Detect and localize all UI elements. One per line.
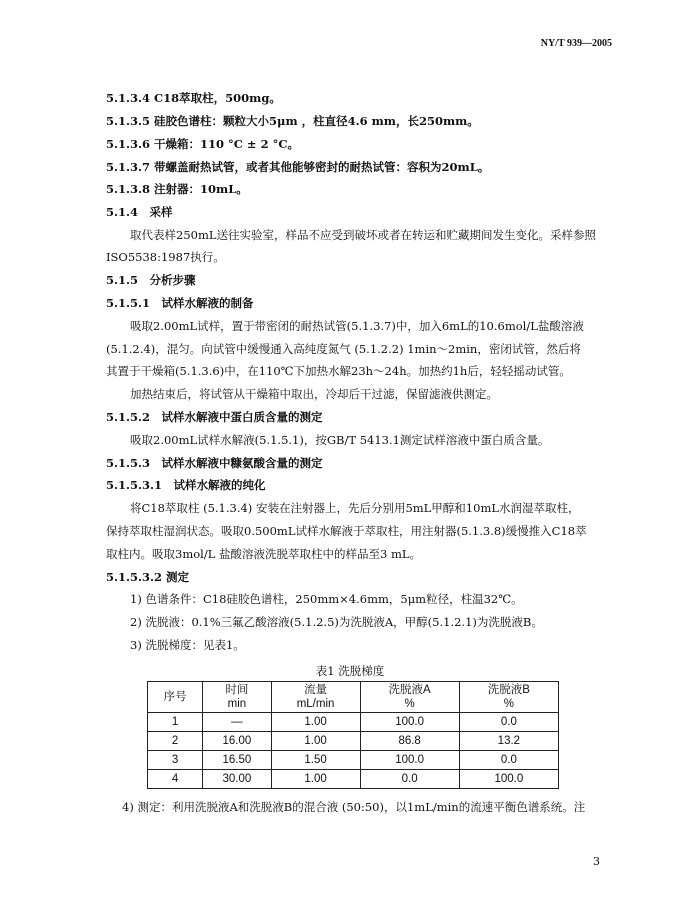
header-unit: min bbox=[227, 698, 247, 710]
paragraph-line: 吸取2.00mL试样，置于带密闭的耐热试管(5.1.3.7)中，加入6mL的10.6mol/L盐酸溶液 bbox=[130, 319, 584, 333]
paragraph-line: 其置于干燥箱(5.1.3.6)中，在110℃下加热水解23h～24h。加热约1h后，轻轻摇动试管。 bbox=[106, 364, 571, 378]
header-cell bbox=[459, 682, 558, 713]
header-cell bbox=[360, 682, 459, 713]
list-item: 2) 洗脱液：0.1%三氟乙酸溶液(5.1.2.5)为洗脱液A，甲醇(5.1.2.1)为洗脱液B。 bbox=[130, 615, 543, 629]
list-item: 1) 色谱条件：C18硅胶色谱柱，250mm×4.6mm，5μm粒径，柱温32℃。 bbox=[130, 592, 523, 606]
paragraph-line: (5.1.2.4)，混匀。向试管中缓慢通入高纯度氮气 (5.1.2.2) 1min～2min，密闭试管，然后将 bbox=[106, 342, 581, 356]
header-label: 流量 bbox=[304, 684, 328, 696]
table-cell: 100.0 bbox=[360, 713, 459, 732]
table-cell: 4 bbox=[148, 770, 203, 789]
header-cell bbox=[271, 682, 360, 713]
header-cell bbox=[203, 682, 271, 713]
table-cell: 1 bbox=[148, 713, 203, 732]
list-item: 4) 测定：利用洗脱液A和洗脱液B的混合液 (50:50)，以1mL/min的流速平衡色谱系统。注 bbox=[122, 800, 586, 814]
paragraph-line: 将C18萃取柱 (5.1.3.4) 安装在注射器上，先后分别用5mL甲醇和10mL水润湿萃取柱， bbox=[130, 501, 580, 515]
table-cell: 13.2 bbox=[459, 732, 558, 751]
table-cell: 1.50 bbox=[271, 751, 360, 770]
table-row bbox=[148, 732, 559, 751]
table-cell: 100.0 bbox=[360, 751, 459, 770]
paragraph-line: 取代表样250mL送往实验室，样品不应受到破坏或者在转运和贮藏期间发生变化。采样参照 bbox=[130, 228, 596, 242]
table-cell: 16.50 bbox=[203, 751, 271, 770]
clause-5-1-3-6: 5.1.3.6 干燥箱：110 °C ± 2 °C。 bbox=[106, 137, 299, 151]
table-header-row bbox=[148, 682, 559, 713]
clause-5-1-3-7: 5.1.3.7 带螺盖耐热试管，或者其他能够密封的耐热试管：容积为20mL。 bbox=[106, 160, 490, 174]
table-cell: 100.0 bbox=[459, 770, 558, 789]
paragraph-line: ISO5538:1987执行。 bbox=[106, 250, 225, 264]
header-cell bbox=[148, 682, 203, 713]
header-unit: % bbox=[404, 698, 415, 710]
header-label: 洗脱液B bbox=[487, 684, 530, 696]
header-unit: % bbox=[503, 698, 514, 710]
standard-code-header: NY/T 939—2005 bbox=[540, 38, 612, 49]
list-item: 3) 洗脱梯度：见表1。 bbox=[130, 638, 245, 652]
table-cell: 0.0 bbox=[459, 713, 558, 732]
table-cell: 2 bbox=[148, 732, 203, 751]
table-row bbox=[148, 770, 559, 789]
table-cell: — bbox=[203, 713, 271, 732]
table-cell: 0.0 bbox=[459, 751, 558, 770]
header-label: 序号 bbox=[163, 691, 187, 703]
section-heading-sampling: 5.1.4 采样 bbox=[106, 205, 173, 219]
paragraph-line: 吸取2.00mL试样水解液(5.1.5.1)，按GB/T 5413.1测定试样溶液中蛋白质含量。 bbox=[130, 433, 550, 447]
section-heading-purification: 5.1.5.3.1 试样水解液的纯化 bbox=[106, 478, 266, 492]
table-cell: 86.8 bbox=[360, 732, 459, 751]
table-row bbox=[148, 751, 559, 770]
table-cell: 0.0 bbox=[360, 770, 459, 789]
clause-5-1-3-4: 5.1.3.4 C18萃取柱，500mg。 bbox=[106, 91, 281, 105]
table-cell: 3 bbox=[148, 751, 203, 770]
section-heading-hydrolysate-prep: 5.1.5.1 试样水解液的制备 bbox=[106, 296, 254, 310]
clause-5-1-3-8: 5.1.3.8 注射器：10mL。 bbox=[106, 182, 248, 196]
table-cell: 1.00 bbox=[271, 732, 360, 751]
elution-gradient-table bbox=[147, 681, 559, 789]
table-caption: 表1 洗脱梯度 bbox=[315, 664, 385, 678]
header-unit: mL/min bbox=[296, 698, 335, 710]
section-heading-determination: 5.1.5.3.2 测定 bbox=[106, 570, 190, 584]
table-cell: 1.00 bbox=[271, 713, 360, 732]
header-label: 洗脱液A bbox=[388, 684, 431, 696]
table-cell: 16.00 bbox=[203, 732, 271, 751]
header-label: 时间 bbox=[225, 684, 249, 696]
paragraph-line: 取柱内。吸取3mol/L 盐酸溶液洗脱萃取柱中的样品至3 mL。 bbox=[106, 547, 422, 561]
section-heading-protein: 5.1.5.2 试样水解液中蛋白质含量的测定 bbox=[106, 410, 323, 424]
page-number: 3 bbox=[593, 855, 600, 868]
section-heading-furosine: 5.1.5.3 试样水解液中糠氨酸含量的测定 bbox=[106, 456, 323, 470]
table-cell: 1.00 bbox=[271, 770, 360, 789]
paragraph-line: 保持萃取柱湿润状态。吸取0.500mL试样水解液于萃取柱，用注射器(5.1.3.8)缓慢推入C18萃 bbox=[106, 524, 587, 538]
clause-5-1-3-5: 5.1.3.5 硅胶色谱柱：颗粒大小5μm ，柱直径4.6 mm，长250mm。 bbox=[106, 114, 479, 128]
section-heading-analysis: 5.1.5 分析步骤 bbox=[106, 273, 196, 287]
paragraph-line: 加热结束后，将试管从干燥箱中取出，冷却后干过滤，保留滤液供测定。 bbox=[130, 387, 498, 401]
table-cell: 30.00 bbox=[203, 770, 271, 789]
table-row bbox=[148, 713, 559, 732]
